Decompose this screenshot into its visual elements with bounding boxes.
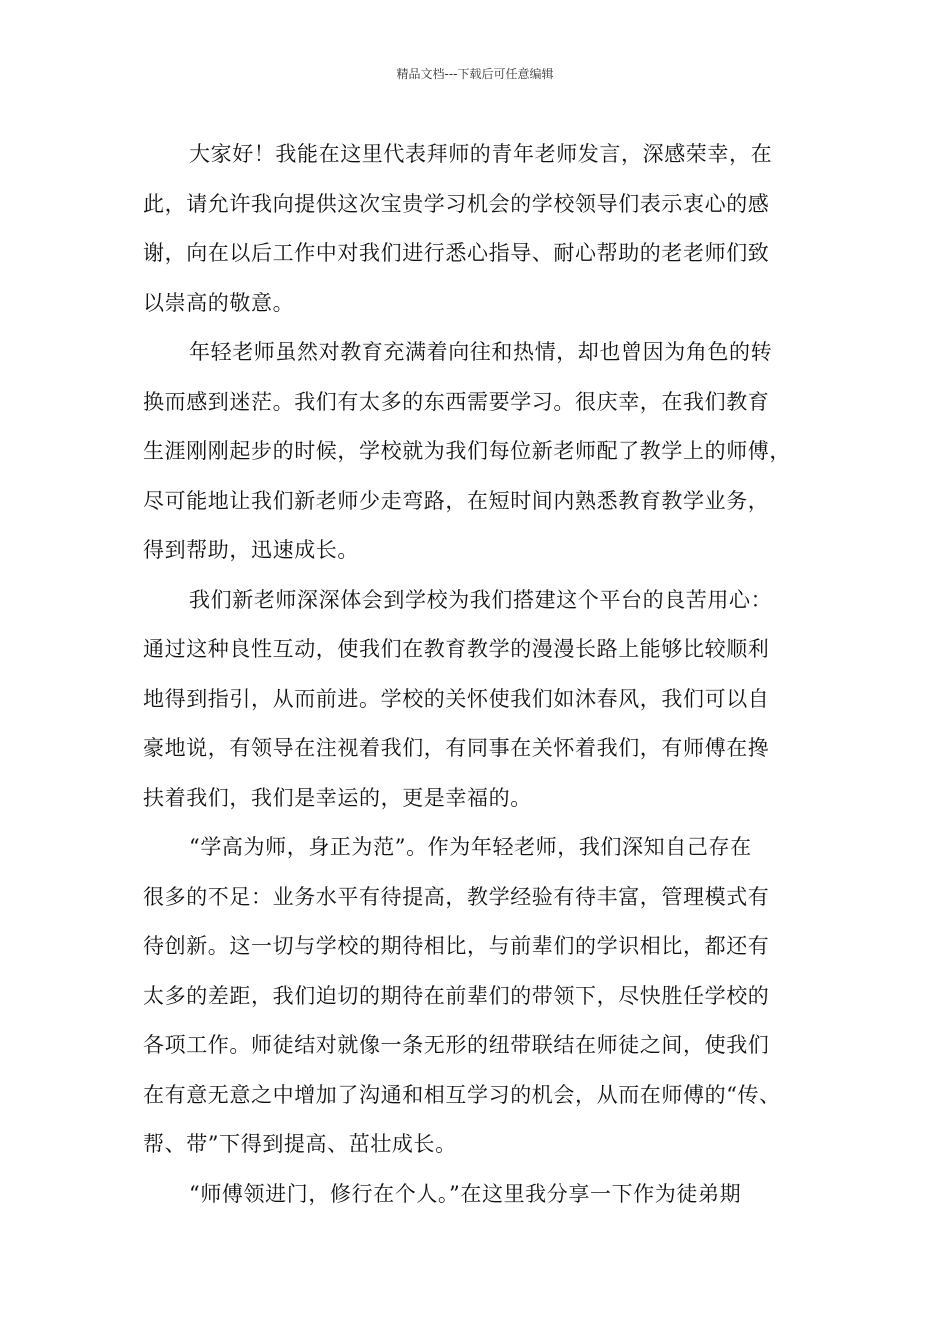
text-line: 谢，向在以后工作中对我们进行悉心指导、耐心帮助的老老师们致 <box>143 241 770 265</box>
paragraph-first-line: “师傅领进门，修行在个人。”在这里我分享一下作为徒弟期 <box>189 1181 742 1206</box>
text-line: 尽可能地让我们新老师少走弯路，在短时间内熟悉教育教学业务， <box>143 488 770 513</box>
paragraph-first-line: 大家好！我能在这里代表拜师的青年老师发言，深感荣幸，在 <box>189 142 773 166</box>
text-line: 生涯刚刚起步的时候，学校就为我们每位新老师配了教学上的师傅， <box>143 439 791 463</box>
paragraph-first-line: 我们新老师深深体会到学校为我们搭建这个平台的良苦用心： <box>189 587 773 612</box>
page-header: 精品文档---下载后可任意编辑 <box>396 67 554 81</box>
text-line: 很多的不足：业务水平有待提高，教学经验有待丰富，管理模式有 <box>143 884 770 909</box>
text-line: 待创新。这一切与学校的期待相比，与前辈们的学识相比，都还有 <box>143 934 770 958</box>
paragraph-first-line: “学高为师，身正为范”。作为年轻老师，我们深知自己存在 <box>189 835 752 859</box>
text-line: 通过这种良性互动，使我们在教育教学的漫漫长路上能够比较顺利 <box>143 637 770 661</box>
paragraph-first-line: 年轻老师虽然对教育充满着向往和热情，却也曾因为角色的转 <box>189 340 773 364</box>
document-body <box>143 130 833 1219</box>
text-line: 地得到指引，从而前进。学校的关怀使我们如沐春风，我们可以自 <box>143 686 770 711</box>
text-line: 以崇高的敬意。 <box>143 290 295 315</box>
text-line: 此，请允许我向提供这次宝贵学习机会的学校领导们表示衷心的感 <box>143 191 770 216</box>
text-line: 换而感到迷茫。我们有太多的东西需要学习。很庆幸，在我们教育 <box>143 389 770 414</box>
text-line: 各项工作。师徒结对就像一条无形的纽带联结在师徒之间，使我们 <box>143 1033 770 1057</box>
text-line: 扶着我们，我们是幸运的，更是幸福的。 <box>143 785 532 810</box>
text-line: 在有意无意之中增加了沟通和相互学习的机会，从而在师傅的“传、 <box>143 1082 781 1107</box>
text-line: 帮、带”下得到提高、茁壮成长。 <box>143 1132 457 1156</box>
text-line: 得到帮助，迅速成长。 <box>143 538 359 562</box>
text-line: 太多的差距，我们迫切的期待在前辈们的带领下，尽快胜任学校的 <box>143 983 770 1008</box>
text-line: 豪地说，有领导在注视着我们，有同事在关怀着我们，有师傅在搀 <box>143 736 770 760</box>
